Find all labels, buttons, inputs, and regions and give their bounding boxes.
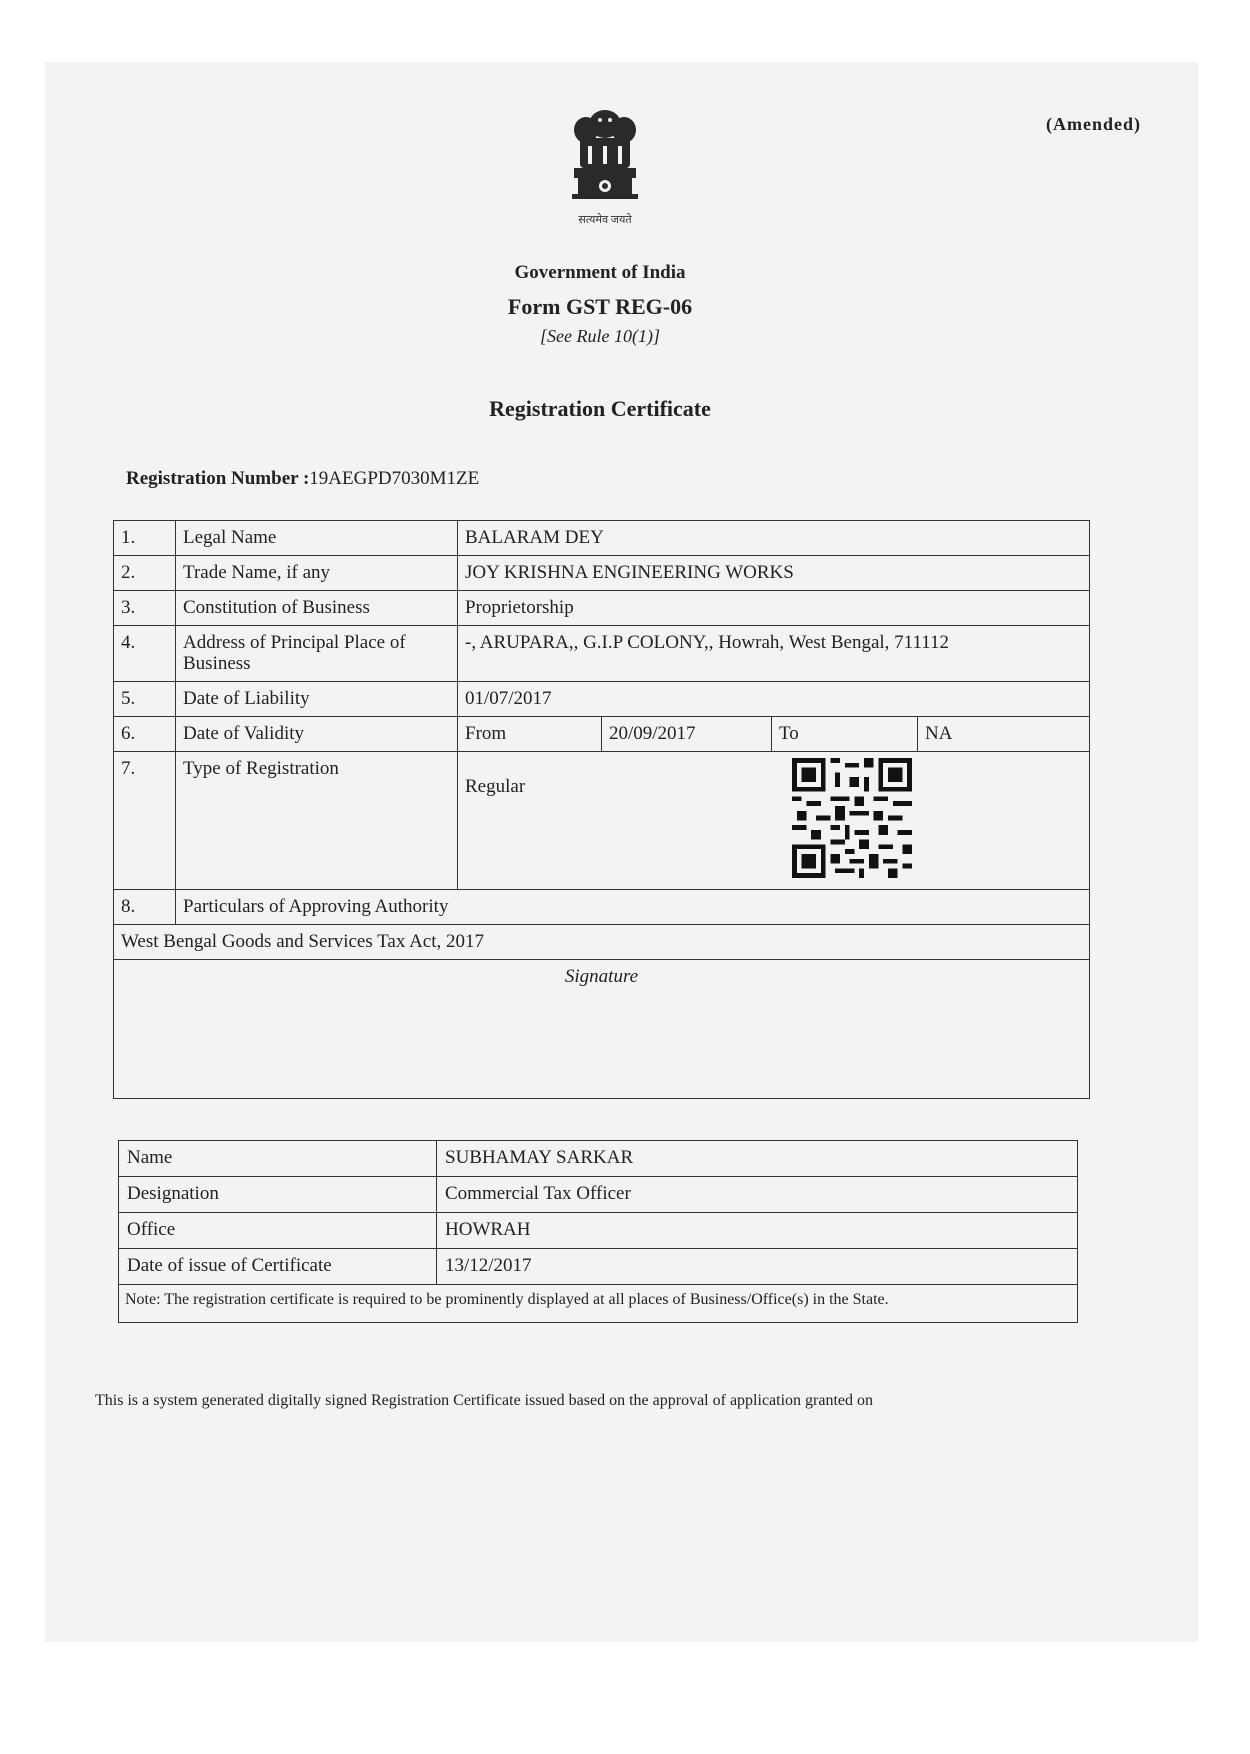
government-heading: Government of India bbox=[514, 262, 686, 283]
row-label: Type of Registration bbox=[176, 751, 458, 889]
signature-row bbox=[114, 959, 1090, 1098]
row-number: 3. bbox=[114, 590, 176, 625]
row-number: 1. bbox=[114, 521, 176, 556]
system-generated-footer: This is a system generated digitally signed Registration Certificate issued based on the approval of application granted on bbox=[95, 1392, 874, 1409]
officer-details-table bbox=[118, 1140, 1078, 1323]
row-number: 2. bbox=[114, 555, 176, 590]
row-label: Address of Principal Place of Business bbox=[176, 625, 458, 682]
validity-to-value: NA bbox=[918, 717, 1090, 752]
table-row bbox=[119, 1284, 1078, 1323]
validity-to-label: To bbox=[772, 717, 918, 752]
table-row bbox=[114, 717, 1090, 752]
office-value: HOWRAH bbox=[437, 1212, 1078, 1248]
legal-name-value: BALARAM DEY bbox=[458, 521, 1090, 556]
registration-number-value: 19AEGPD7030M1ZE bbox=[309, 468, 480, 489]
validity-from-label: From bbox=[458, 717, 602, 752]
row-number: 7. bbox=[114, 751, 176, 889]
row-label: Date of Liability bbox=[176, 682, 458, 717]
address-value: -, ARUPARA,, G.I.P COLONY,, Howrah, West Bengal, 711112 bbox=[458, 625, 1090, 682]
registration-number bbox=[126, 468, 479, 490]
certificate-title: Registration Certificate bbox=[489, 396, 711, 421]
trade-name-value: JOY KRISHNA ENGINEERING WORKS bbox=[458, 555, 1090, 590]
row-number: 5. bbox=[114, 682, 176, 717]
officer-name-label: Name bbox=[119, 1141, 437, 1177]
table-row bbox=[114, 590, 1090, 625]
officer-name-value: SUBHAMAY SARKAR bbox=[437, 1141, 1078, 1177]
registration-type-value: Regular bbox=[465, 775, 526, 797]
row-label: Date of Validity bbox=[176, 717, 458, 752]
amended-label: (Amended) bbox=[1046, 114, 1141, 134]
table-row bbox=[114, 682, 1090, 717]
designation-label: Designation bbox=[119, 1176, 437, 1212]
constitution-value: Proprietorship bbox=[458, 590, 1090, 625]
table-row bbox=[114, 521, 1090, 556]
row-label: Particulars of Approving Authority bbox=[176, 889, 1090, 924]
designation-value: Commercial Tax Officer bbox=[437, 1176, 1078, 1212]
row-label: Constitution of Business bbox=[176, 590, 458, 625]
table-row bbox=[114, 889, 1090, 924]
display-note: Note: The registration certificate is required to be prominently displayed at all places of Business/Office(s) in the State. bbox=[119, 1284, 1078, 1323]
table-row bbox=[119, 1212, 1078, 1248]
table-row bbox=[114, 625, 1090, 682]
qr-code-icon bbox=[792, 758, 912, 878]
table-row bbox=[114, 555, 1090, 590]
row-number: 6. bbox=[114, 717, 176, 752]
table-row bbox=[119, 1248, 1078, 1284]
table-row bbox=[119, 1141, 1078, 1177]
row-label: Trade Name, if any bbox=[176, 555, 458, 590]
signature-label: Signature bbox=[114, 959, 1090, 1098]
registration-type-cell bbox=[458, 751, 1090, 889]
registration-number-label: Registration Number : bbox=[126, 468, 310, 489]
row-label: Legal Name bbox=[176, 521, 458, 556]
authority-act: West Bengal Goods and Services Tax Act, 2017 bbox=[114, 924, 1090, 959]
form-heading: Form GST REG-06 bbox=[507, 294, 693, 319]
table-row bbox=[114, 751, 1090, 889]
rule-reference: [See Rule 10(1)] bbox=[540, 326, 660, 346]
liability-date-value: 01/07/2017 bbox=[458, 682, 1090, 717]
registration-details-table bbox=[113, 520, 1090, 1099]
issue-date-label: Date of issue of Certificate bbox=[119, 1248, 437, 1284]
row-number: 8. bbox=[114, 889, 176, 924]
office-label: Office bbox=[119, 1212, 437, 1248]
state-emblem-icon bbox=[560, 98, 650, 228]
row-number: 4. bbox=[114, 625, 176, 682]
validity-from-value: 20/09/2017 bbox=[602, 717, 772, 752]
table-row bbox=[119, 1176, 1078, 1212]
table-row bbox=[114, 924, 1090, 959]
issue-date-value: 13/12/2017 bbox=[437, 1248, 1078, 1284]
emblem-motto: सत्यमेव जयते bbox=[578, 214, 632, 226]
